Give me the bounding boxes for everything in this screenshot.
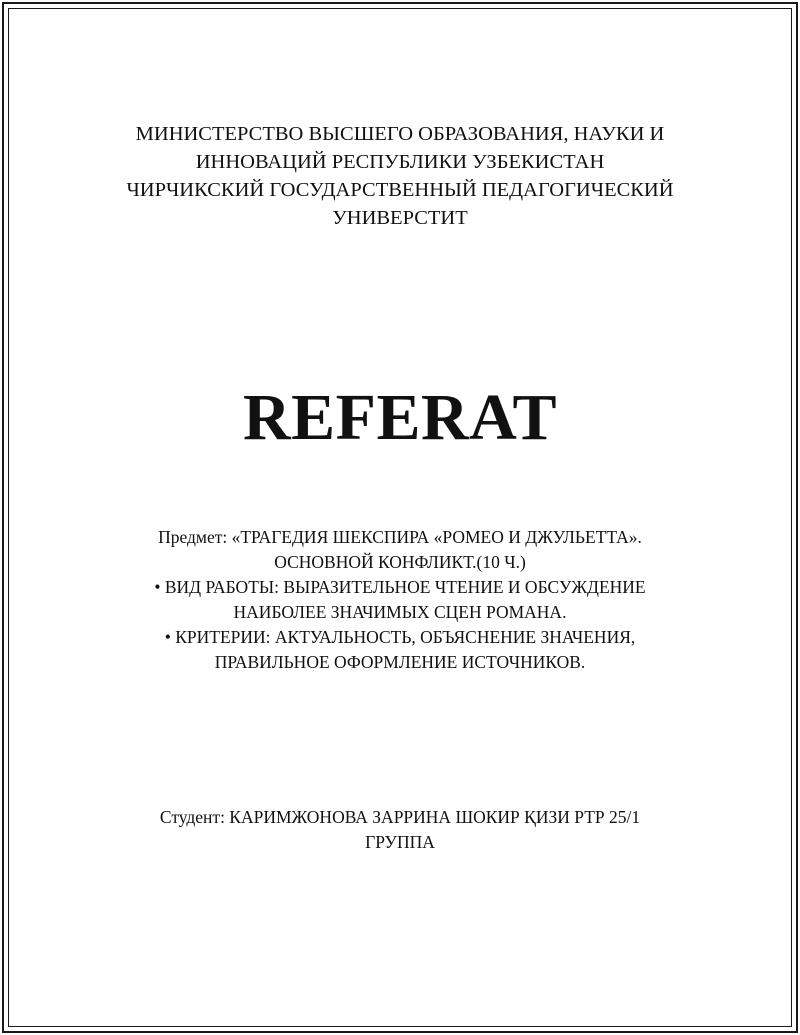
header-line-university: ЧИРЧИКСКИЙ ГОСУДАРСТВЕННЫЙ ПЕДАГОГИЧЕСКИЙ — [126, 179, 674, 201]
document-title: REFERAT — [243, 381, 557, 454]
work-type-line: НАИБОЛЕЕ ЗНАЧИМЫХ СЦЕН РОМАНА. — [233, 602, 567, 622]
institution-header — [0, 120, 800, 232]
subject-line: ОСНОВНОЙ КОНФЛИКТ.(10 Ч.) — [274, 552, 526, 572]
student-block — [0, 805, 800, 855]
criteria-line: ПРАВИЛЬНОЕ ОФОРМЛЕНИЕ ИСТОЧНИКОВ. — [214, 652, 586, 672]
subject-line: Предмет: «ТРАГЕДИЯ ШЕКСПИРА «РОМЕО И ДЖУЛЬЕТТА». — [158, 527, 642, 547]
header-line-university-cont: УНИВЕРСТИТ — [332, 207, 468, 229]
student-group-line: ГРУППА — [365, 832, 435, 852]
student-name-line: Студент: КАРИМЖОНОВА ЗАРРИНА ШОКИР ҚИЗИ РТР 25/1 — [159, 807, 641, 827]
criteria-line: • КРИТЕРИИ: АКТУАЛЬНОСТЬ, ОБЪЯСНЕНИЕ ЗНАЧЕНИЯ, — [164, 627, 636, 647]
header-line-innovations: ИННОВАЦИЙ РЕСПУБЛИКИ УЗБЕКИСТАН — [195, 151, 605, 173]
work-type-line: • ВИД РАБОТЫ: ВЫРАЗИТЕЛЬНОЕ ЧТЕНИЕ И ОБСУЖДЕНИЕ — [154, 577, 646, 597]
header-line-ministry: МИНИСТЕРСТВО ВЫСШЕГО ОБРАЗОВАНИЯ, НАУКИ И — [135, 123, 665, 145]
subject-block — [0, 525, 800, 675]
